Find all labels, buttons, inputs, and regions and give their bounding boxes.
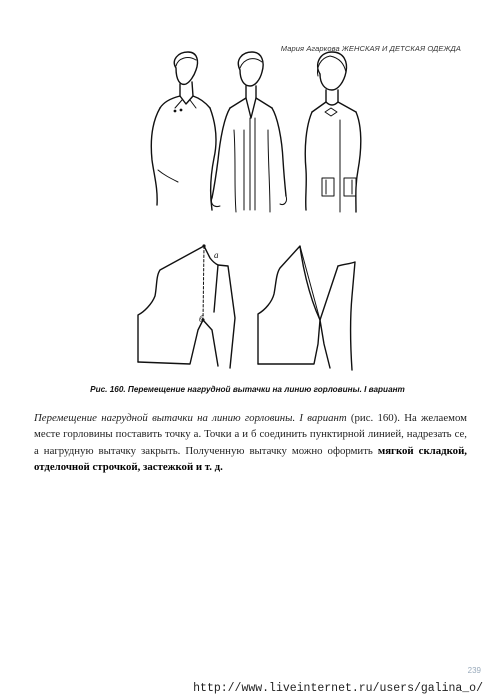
figure-caption: Рис. 160. Перемещение нагрудной вытачки на линию горловины. I вариант: [90, 385, 405, 394]
dress-sketch-2: [211, 52, 286, 212]
pattern-after: [258, 246, 355, 370]
dress-sketch-3: [305, 52, 361, 212]
body-paragraph: [34, 410, 467, 476]
running-title: Мария Агаркова ЖЕНСКАЯ И ДЕТСКАЯ ОДЕЖДА: [280, 44, 461, 53]
label-point-a: а: [214, 250, 219, 260]
paragraph-ending: мягкой складкой, отделочной строчкой, застежкой и т. д.: [34, 444, 467, 474]
page-number: 239: [467, 666, 481, 675]
label-point-b: б: [199, 314, 204, 324]
lead-italic: Перемещение нагрудной вытачки на линию горловины. I вариант: [34, 412, 347, 424]
paragraph-text: (рис. 160). На желаемом месте горловины поставить точку а. Точки а и б соединить пунктирной линией, надрезать се, а нагрудную вытачку закрыть. Полученную вытачку можно оформить: [34, 412, 467, 457]
watermark-url[interactable]: http://www.liveinternet.ru/users/galina_o/: [193, 682, 483, 695]
dress-sketch-1: [151, 52, 216, 210]
pattern-before: [138, 244, 235, 368]
